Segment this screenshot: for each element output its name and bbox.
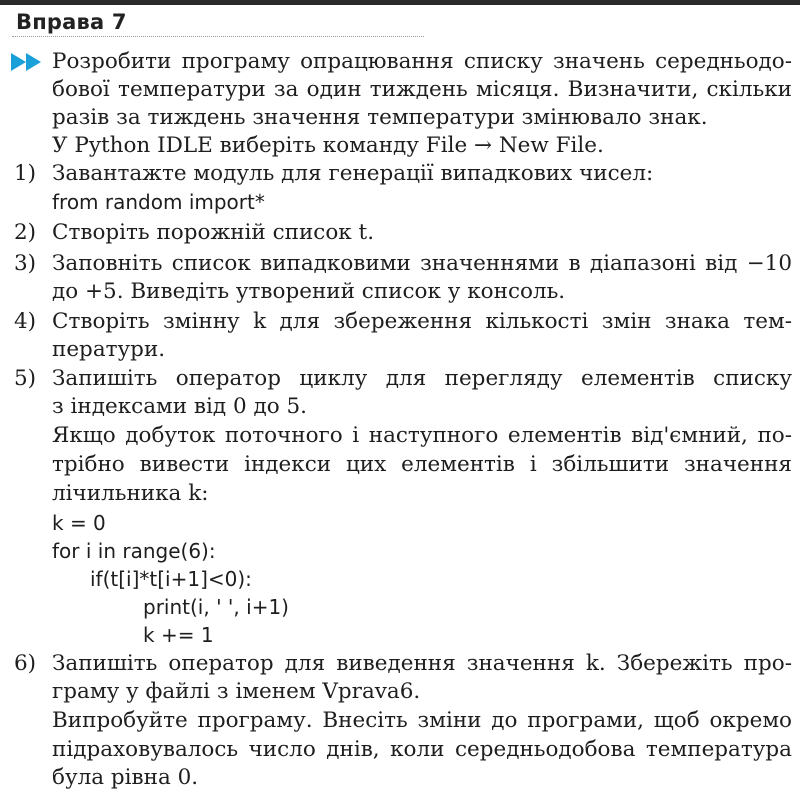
double-arrow-icon (11, 52, 45, 72)
title-underline (12, 36, 424, 37)
code-line: print(i, ' ', i+1) (143, 595, 289, 619)
step-line: до +5. Виведіть утворений список у консоль. (52, 279, 566, 304)
step-line: Заповніть список випадковими значеннями в діапазоні від −10 (52, 251, 792, 276)
intro-line: У Python IDLE виберіть команду File → New File. (52, 133, 604, 158)
step-number: 3) (14, 251, 37, 276)
intro-line: Розробити програму опрацювання списку значень середньодо- (52, 49, 792, 74)
code-line: if(t[i]*t[i+1]<0): (90, 567, 252, 591)
step-line: Якщо добуток поточного і наступного елементів від'ємний, по- (52, 423, 792, 448)
step-line: була рівна 0. (52, 765, 199, 790)
step-line: граму у файлі з іменем Vprava6. (52, 679, 421, 704)
code-line: k = 0 (52, 511, 106, 535)
step-line: Випробуйте програму. Внесіть зміни до програми, щоб окремо (52, 708, 792, 733)
intro-line: разів за тиждень значення температури змінювало знак. (52, 105, 708, 130)
step-line: Завантажте модуль для генерації випадкових чисел: (52, 161, 654, 186)
code-line: for i in range(6): (52, 539, 216, 563)
step-number: 5) (14, 366, 37, 391)
step-number: 2) (14, 220, 37, 245)
step-line: підраховувалось число днів, коли середньодобова температура (52, 737, 792, 762)
exercise-title: Вправа 7 (16, 10, 127, 34)
step-line: Запишіть оператор для виведення значення k. Збережіть про- (52, 651, 792, 676)
step-number: 1) (14, 161, 37, 186)
step-line: з індексами від 0 до 5. (52, 394, 308, 419)
intro-line: бової температури за один тиждень місяця. Визначити, скільки (52, 77, 792, 102)
top-edge-strip (0, 0, 800, 5)
code-line: from random import* (52, 190, 265, 214)
step-line: Створіть порожній список t. (52, 220, 375, 245)
step-line: Запишіть оператор циклу для перегляду елементів списку (52, 366, 792, 391)
step-line: Створіть змінну k для збереження кількості змін знака тем- (52, 309, 792, 334)
step-line: лічильника k: (52, 481, 209, 506)
step-number: 6) (14, 651, 37, 676)
step-line: ператури. (52, 337, 166, 362)
step-line: трібно вивести індекси цих елементів і збільшити значення (52, 452, 792, 477)
step-number: 4) (14, 309, 37, 334)
code-line: k += 1 (143, 623, 214, 647)
